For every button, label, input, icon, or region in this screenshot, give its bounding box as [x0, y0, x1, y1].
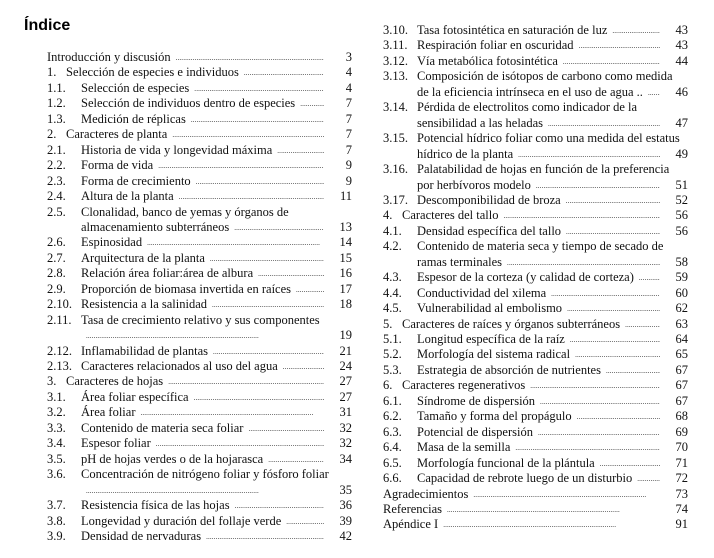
toc-entry-page: 71: [675, 455, 688, 470]
toc-entry-title: Espesor foliar: [81, 436, 151, 451]
toc-entry-title: Contenido de materia seca foliar: [81, 420, 244, 435]
toc-entry-page: 56: [675, 208, 688, 223]
toc-entry-number: 3.8.: [47, 513, 66, 528]
toc-leader-dots: [234, 220, 324, 236]
toc-entry-number: 1.3.: [47, 111, 66, 126]
toc-entry-page: 16: [339, 266, 352, 281]
toc-entry: [47, 529, 352, 545]
toc-entry-number: 4.2.: [383, 239, 402, 254]
toc-entry-title-cont: sensibilidad a las heladas: [417, 115, 544, 130]
toc-entry-title: Forma de crecimiento: [81, 173, 191, 188]
toc-entry-page: 46: [675, 84, 688, 99]
toc-entry: [47, 421, 352, 437]
toc-entry-number: 6.1.: [383, 393, 402, 408]
toc-leader-dots: [538, 425, 660, 441]
toc-entry-page: 67: [675, 393, 688, 408]
toc-entry: [47, 251, 352, 267]
toc-leader-dots: [258, 266, 324, 282]
toc-leader-dots: [443, 517, 660, 533]
toc-entry: [47, 266, 352, 282]
toc-leader-dots: [176, 50, 324, 66]
toc-entry-number: 4.3.: [383, 270, 402, 285]
toc-entry-page: 9: [345, 158, 352, 173]
toc-entry-number: 6.2.: [383, 409, 402, 424]
toc-leader-dots: [283, 359, 324, 375]
toc-entry-title: Resistencia física de las hojas: [81, 498, 230, 513]
toc-entry: [47, 390, 352, 406]
toc-entry-title: Estrategia de absorción de nutrientes: [417, 362, 601, 377]
toc-entry-title: pH de hojas verdes o de la hojarasca: [81, 451, 264, 466]
toc-leader-dots: [140, 405, 324, 421]
toc-entry-title: Caracteres regenerativos: [402, 378, 526, 393]
toc-entry-page: 9: [345, 173, 352, 188]
toc-entry-number: 2.9.: [47, 281, 66, 296]
toc-leader-dots: [540, 394, 660, 410]
toc-entry: [383, 193, 688, 209]
toc-entry: [47, 205, 352, 221]
toc-entry-title: Forma de vida: [81, 158, 154, 173]
toc-entry-number: 2.3.: [47, 173, 66, 188]
toc-entry-title: Clonalidad, banco de yemas y órganos de: [81, 204, 289, 219]
toc-entry: [383, 317, 688, 333]
toc-entry-title: Historia de vida y longevidad máxima: [81, 142, 273, 157]
toc-entry: [383, 23, 688, 39]
toc-entry: [383, 363, 688, 379]
toc-leader-dots: [156, 436, 324, 452]
toc-entry-number: 6.: [383, 378, 393, 393]
toc-entry-page: 7: [345, 111, 352, 126]
toc-entry-number: 2.4.: [47, 189, 66, 204]
toc-entry-title: Medición de réplicas: [81, 111, 186, 126]
toc-entry-number: 3.: [47, 374, 57, 389]
toc-entry-page: 43: [675, 23, 688, 37]
toc-leader-dots: [530, 378, 660, 394]
toc-entry: [383, 502, 688, 518]
toc-leader-dots: [566, 193, 660, 209]
toc-entry: [47, 374, 352, 390]
toc-entry: [383, 517, 688, 533]
toc-entry: [47, 344, 352, 360]
toc-entry-title: Morfología funcional de la plántula: [417, 455, 595, 470]
toc-entry-number: 3.13.: [383, 69, 408, 84]
toc-entry-page: 44: [675, 53, 688, 68]
toc-entry: [47, 452, 352, 468]
toc-entry-number: 2.5.: [47, 204, 66, 219]
toc-leader-dots: [86, 483, 324, 499]
toc-entry: [47, 297, 352, 313]
toc-entry: [383, 440, 688, 456]
toc-leader-dots: [579, 38, 660, 54]
toc-entry-number: 3.10.: [383, 23, 408, 37]
toc-leader-dots: [473, 487, 660, 503]
toc-entry: [47, 282, 352, 298]
toc-entry-page: 91: [675, 517, 688, 532]
toc-entry-page: 67: [675, 378, 688, 393]
toc-entry-title: Conductividad del xilema: [417, 285, 547, 300]
toc-leader-dots: [268, 452, 324, 468]
toc-entry-number: 5.: [383, 316, 393, 331]
toc-entry-continuation: [47, 483, 352, 499]
toc-entry-number: 2.13.: [47, 359, 72, 373]
toc-entry-page: 34: [339, 451, 352, 466]
toc-entry: [47, 514, 352, 530]
toc-leader-dots: [213, 344, 324, 360]
toc-entry: [383, 224, 688, 240]
toc-entry-title: Introducción y discusión: [47, 50, 171, 64]
toc-leader-dots: [277, 143, 324, 159]
toc-entry-title-cont: hídrico de la planta: [417, 146, 514, 161]
toc-entry-page: 13: [339, 219, 352, 234]
toc-entry-number: 2.7.: [47, 250, 66, 265]
toc-entry-title: Morfología del sistema radical: [417, 347, 571, 362]
toc-leader-dots: [566, 224, 660, 240]
toc-entry-title: Caracteres del tallo: [402, 208, 499, 223]
toc-entry: [383, 456, 688, 472]
toc-entry-title-cont: de la eficiencia intrínseca en el uso de agua ..: [417, 84, 643, 99]
toc-entry-continuation: [383, 147, 688, 163]
toc-entry-title: Agradecimientos: [383, 486, 469, 501]
toc-entry-title: Tasa fotosintética en saturación de luz: [417, 23, 608, 37]
toc-entry-title: Relación área foliar:área de albura: [81, 266, 254, 281]
toc-entry-number: 1.1.: [47, 80, 66, 95]
toc-entry: [383, 239, 688, 255]
toc-leader-dots: [503, 208, 660, 224]
toc-entry-page: 52: [675, 192, 688, 207]
toc-entry-title: Altura de la planta: [81, 189, 174, 204]
toc-leader-dots: [300, 96, 324, 112]
toc-entry-number: 6.3.: [383, 424, 402, 439]
toc-entry: [383, 208, 688, 224]
toc-entry-number: 5.1.: [383, 332, 402, 346]
toc-entry-title: Densidad de nervaduras: [81, 528, 202, 543]
toc-entry-title: Potencial de dispersión: [417, 424, 533, 439]
toc-leader-dots: [172, 127, 324, 143]
toc-entry-title: Caracteres de planta: [66, 127, 168, 142]
toc-entry-number: 3.14.: [383, 100, 408, 115]
toc-entry-page: 7: [345, 96, 352, 111]
toc-entry-page: 4: [345, 80, 352, 95]
toc-entry: [383, 332, 688, 348]
toc-entry-title: Respiración foliar en oscuridad: [417, 38, 574, 53]
toc-leader-dots: [606, 363, 660, 379]
toc-entry-page: 36: [339, 498, 352, 513]
toc-entry-title: Palatabilidad de hojas en función de la preferencia: [417, 162, 670, 177]
toc-entry-continuation: [47, 220, 352, 236]
toc-entry-title: Descomponibilidad de broza: [417, 192, 561, 207]
toc-entry: [47, 189, 352, 205]
toc-leader-dots: [600, 456, 660, 472]
toc-leader-dots: [648, 85, 660, 101]
toc-entry-number: 4.5.: [383, 301, 402, 316]
toc-entry-title: Caracteres de raíces y órganos subterráneos: [402, 316, 621, 331]
toc-entry-page: 60: [675, 285, 688, 300]
toc-entry-title: Síndrome de dispersión: [417, 393, 536, 408]
toc-entry-title: Potencial hídrico foliar como una medida del estatus: [417, 131, 680, 146]
toc-entry: [383, 301, 688, 317]
toc-leader-dots: [248, 421, 324, 437]
toc-entry-title: Espesor de la corteza (y calidad de corteza): [417, 270, 634, 285]
toc-entry-number: 3.16.: [383, 162, 408, 177]
toc-entry-page: 7: [345, 127, 352, 142]
toc-entry-page: 67: [675, 362, 688, 377]
toc-entry-page: 64: [675, 332, 688, 346]
toc-entry-number: 4.1.: [383, 223, 402, 238]
toc-leader-dots: [518, 147, 660, 163]
toc-leader-dots: [548, 116, 660, 132]
toc-entry-page: 7: [345, 142, 352, 157]
toc-entry: [47, 405, 352, 421]
toc-entry-page: 72: [675, 471, 688, 486]
toc-entry-page: 11: [339, 189, 352, 204]
toc-entry-number: 3.12.: [383, 53, 408, 68]
toc-entry: [383, 38, 688, 54]
toc-entry: [47, 359, 352, 375]
toc-entry-title: Proporción de biomasa invertida en raíces: [81, 281, 291, 296]
toc-entry-page: 51: [675, 177, 688, 192]
toc-entry-title: Composición de isótopos de carbono como medida: [417, 69, 673, 84]
toc-entry-title: Caracteres de hojas: [66, 374, 164, 389]
toc-entry-page: 31: [339, 405, 352, 420]
toc-entry: [47, 235, 352, 251]
toc-leader-dots: [612, 23, 660, 39]
toc-leader-dots: [625, 317, 660, 333]
toc-entry-title: Vía metabólica fotosintética: [417, 53, 558, 68]
toc-leader-dots: [210, 251, 324, 267]
toc-entry-title: Longitud específica de la raíz: [417, 332, 565, 346]
toc-entry: [383, 394, 688, 410]
toc-leader-dots: [179, 189, 324, 205]
toc-entry: [383, 100, 688, 116]
toc-entry-title: Referencias: [383, 501, 442, 516]
toc-entry: [383, 162, 688, 178]
toc-entry: [47, 65, 352, 81]
toc-entry-title: Capacidad de rebrote luego de un disturbio: [417, 471, 633, 486]
toc-entry-page: 39: [339, 513, 352, 528]
toc-entry-title-cont: por herbívoros modelo: [417, 177, 531, 192]
toc-leader-dots: [567, 301, 660, 317]
toc-entry-title: Densidad específica del tallo: [417, 223, 562, 238]
toc-entry-title: Espinosidad: [81, 235, 143, 250]
toc-entry: [47, 50, 352, 66]
toc-entry-title: Masa de la semilla: [417, 440, 511, 455]
toc-leader-dots: [296, 282, 324, 298]
toc-entry-page: 27: [339, 389, 352, 404]
toc-entry-number: 3.5.: [47, 451, 66, 466]
toc-entry-title: Inflamabilidad de plantas: [81, 343, 209, 358]
toc-entry-number: 3.9.: [47, 528, 66, 543]
toc-entry-title: Tasa de crecimiento relativo y sus componentes: [81, 312, 320, 327]
toc-entry-number: 4.: [383, 208, 393, 223]
toc-leader-dots: [158, 158, 324, 174]
toc-entry: [47, 467, 352, 483]
toc-entry-number: 3.3.: [47, 420, 66, 435]
toc-entry: [383, 54, 688, 70]
toc-entry-continuation: [383, 116, 688, 132]
toc-entry-continuation: [47, 328, 352, 344]
index-heading: Índice: [24, 17, 71, 34]
toc-leader-dots: [507, 255, 660, 271]
toc-entry-continuation: [383, 178, 688, 194]
toc-entry-number: 1.: [47, 65, 57, 80]
toc-entry-continuation: [383, 85, 688, 101]
toc-leader-dots: [244, 65, 324, 81]
toc-entry-page: 21: [339, 343, 352, 358]
toc-entry-number: 2.2.: [47, 158, 66, 173]
toc-entry-number: 2.10.: [47, 297, 72, 312]
toc-leader-dots: [637, 471, 660, 487]
toc-entry: [383, 471, 688, 487]
toc-leader-dots: [206, 529, 324, 545]
toc-entry-page: 27: [339, 374, 352, 389]
toc-leader-dots: [570, 332, 660, 348]
toc-entry-number: 3.7.: [47, 498, 66, 513]
toc-entry: [47, 498, 352, 514]
toc-entry-number: 5.3.: [383, 362, 402, 377]
toc-entry: [383, 409, 688, 425]
toc-entry-number: 3.4.: [47, 436, 66, 451]
toc-entry: [383, 378, 688, 394]
toc-entry-title: Caracteres relacionados al uso del agua: [81, 359, 278, 373]
toc-entry-title: Selección de individuos dentro de especies: [81, 96, 296, 111]
toc-entry-title: Arquitectura de la planta: [81, 250, 205, 265]
toc-entry-page: 68: [675, 409, 688, 424]
toc-entry: [47, 112, 352, 128]
toc-entry-number: 3.11.: [383, 38, 408, 53]
toc-entry-page: 65: [675, 347, 688, 362]
toc-entry: [47, 158, 352, 174]
toc-entry-page: 49: [675, 146, 688, 161]
toc-entry-continuation: [383, 255, 688, 271]
toc-entry-page: 58: [675, 254, 688, 269]
toc-leader-dots: [575, 347, 660, 363]
toc-entry-page: 43: [675, 38, 688, 53]
toc-entry-number: 6.5.: [383, 455, 402, 470]
toc-entry: [47, 143, 352, 159]
toc-entry: [383, 286, 688, 302]
toc-entry-number: 3.15.: [383, 131, 408, 146]
toc-leader-dots: [194, 390, 324, 406]
toc-entry-page: 32: [339, 420, 352, 435]
toc-entry: [47, 174, 352, 190]
toc-leader-dots: [86, 328, 324, 344]
toc-entry-number: 2.6.: [47, 235, 66, 250]
toc-entry: [47, 96, 352, 112]
toc-entry: [383, 131, 688, 147]
toc-entry: [383, 347, 688, 363]
toc-entry: [47, 436, 352, 452]
toc-leader-dots: [191, 112, 324, 128]
toc-leader-dots: [168, 374, 324, 390]
toc-entry-number: 2.1.: [47, 142, 66, 157]
toc-entry-number: 3.6.: [47, 467, 66, 482]
toc-leader-dots: [563, 54, 660, 70]
toc-entry-title: Pérdida de electrolitos como indicador de la: [417, 100, 638, 115]
toc-entry-page: 4: [345, 65, 352, 80]
toc-entry-title: Tamaño y forma del propágulo: [417, 409, 572, 424]
toc-entry-number: 2.8.: [47, 266, 66, 281]
toc-entry-page: 24: [339, 359, 352, 373]
toc-entry-title-cont: almacenamiento subterráneos: [81, 219, 230, 234]
toc-entry-title: Selección de especies: [81, 80, 190, 95]
toc-entry-number: 1.2.: [47, 96, 66, 111]
toc-entry-number: 3.2.: [47, 405, 66, 420]
toc-leader-dots: [536, 178, 660, 194]
toc-entry-title: Selección de especies e individuos: [66, 65, 239, 80]
toc-entry-number: 2.12.: [47, 343, 72, 358]
toc-entry: [47, 127, 352, 143]
toc-leader-dots: [639, 270, 660, 286]
toc-entry-title: Área foliar: [81, 405, 136, 420]
toc-entry-number: 2.11.: [47, 312, 72, 327]
toc-leader-dots: [235, 498, 324, 514]
toc-entry-title-cont: ramas terminales: [417, 254, 503, 269]
toc-entry: [383, 69, 688, 85]
toc-entry-number: 2.: [47, 127, 57, 142]
toc-entry-page: 70: [675, 440, 688, 455]
toc-entry-page: 56: [675, 223, 688, 238]
toc-entry: [383, 487, 688, 503]
toc-entry-page: 32: [339, 436, 352, 451]
toc-entry-title: Longevidad y duración del follaje verde: [81, 513, 282, 528]
toc-entry-page: 35: [339, 482, 352, 497]
toc-entry: [383, 425, 688, 441]
toc-leader-dots: [194, 81, 324, 97]
toc-entry-page: 69: [675, 424, 688, 439]
toc-entry-page: 63: [675, 316, 688, 331]
toc-leader-dots: [196, 174, 324, 190]
toc-leader-dots: [551, 286, 660, 302]
toc-entry: [47, 313, 352, 329]
toc-entry-title: Área foliar específica: [81, 389, 189, 404]
toc-entry-number: 6.6.: [383, 471, 402, 486]
toc-leader-dots: [212, 297, 324, 313]
toc-entry-page: 18: [339, 297, 352, 312]
toc-entry-number: 6.4.: [383, 440, 402, 455]
toc-leader-dots: [577, 409, 660, 425]
toc-entry-title: Concentración de nitrógeno foliar y fósforo foliar: [81, 467, 329, 482]
toc-entry-title: Contenido de materia seca y tiempo de secado de: [417, 239, 664, 254]
toc-leader-dots: [286, 514, 324, 530]
toc-leader-dots: [515, 440, 660, 456]
toc-entry-number: 5.2.: [383, 347, 402, 362]
toc-entry-number: 3.17.: [383, 192, 408, 207]
toc-entry-page: 17: [339, 281, 352, 296]
toc-entry-number: 3.1.: [47, 389, 66, 404]
toc-entry: [383, 270, 688, 286]
toc-entry-number: 4.4.: [383, 285, 402, 300]
toc-entry-page: 15: [339, 250, 352, 265]
toc-entry-page: 74: [675, 501, 688, 516]
toc-entry-page: 42: [339, 528, 352, 543]
toc-entry-page: 73: [675, 486, 688, 501]
toc-entry: [47, 81, 352, 97]
toc-entry-page: 62: [675, 301, 688, 316]
toc-entry-page: 19: [339, 328, 352, 343]
toc-entry-page: 47: [675, 115, 688, 130]
toc-entry-page: 3: [345, 50, 352, 64]
toc-leader-dots: [147, 235, 324, 251]
toc-entry-title: Resistencia a la salinidad: [81, 297, 208, 312]
toc-entry-title: Apéndice I: [383, 517, 439, 532]
toc-entry-title: Vulnerabilidad al embolismo: [417, 301, 563, 316]
toc-entry-page: 59: [675, 270, 688, 285]
toc-leader-dots: [447, 502, 660, 518]
toc-entry-page: 14: [339, 235, 352, 250]
